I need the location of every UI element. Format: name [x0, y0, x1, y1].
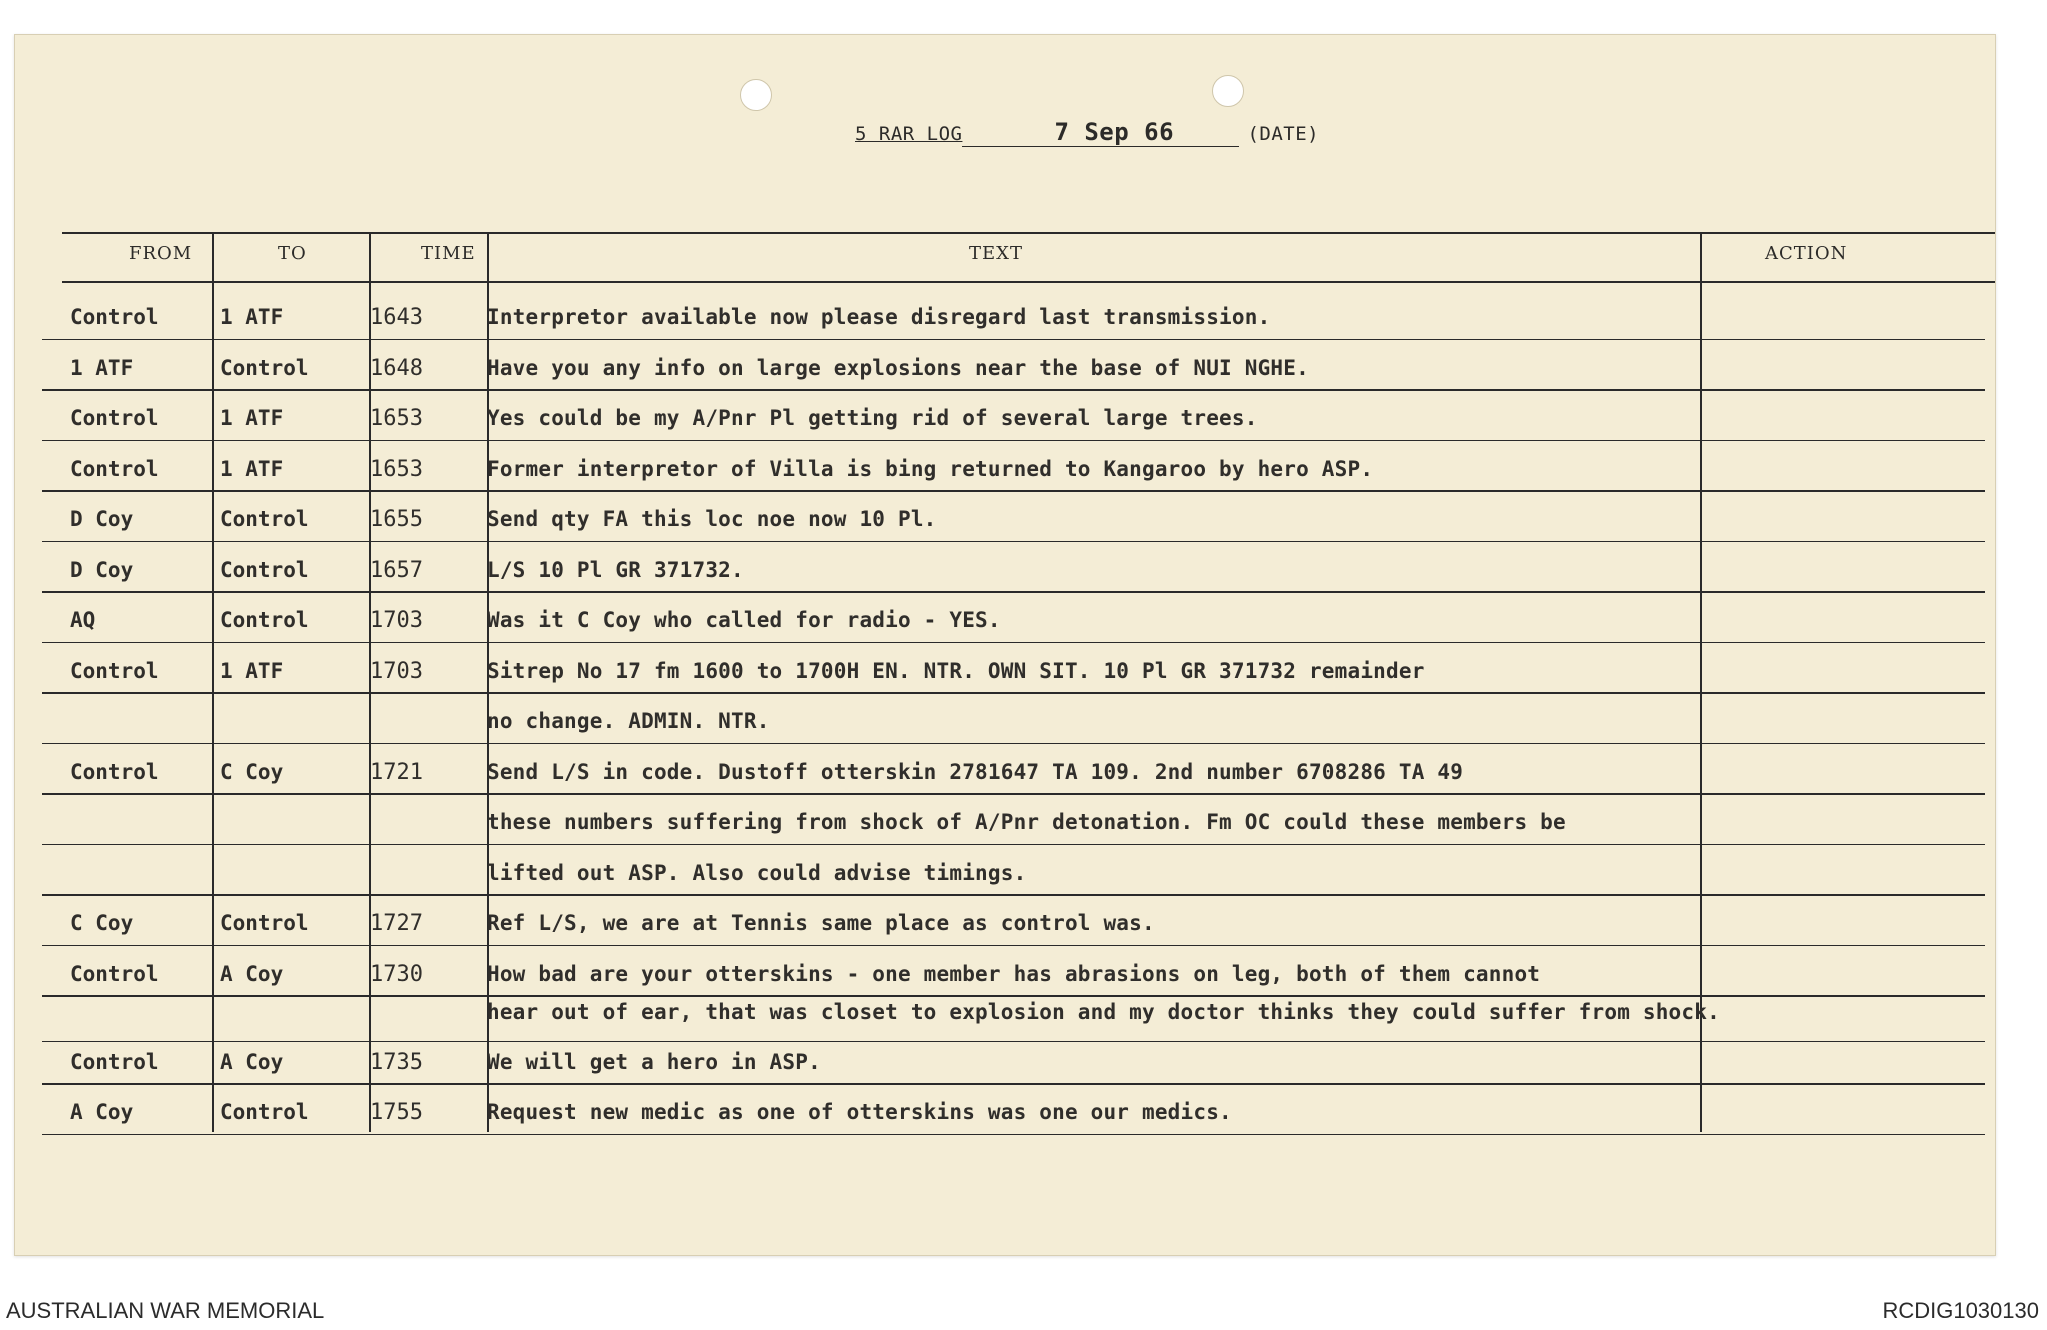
entry-time: 1653 — [370, 406, 423, 431]
entry-text-line: Interpretor available now please disregard last transmission. — [487, 305, 1271, 329]
entry-from: Control — [70, 305, 159, 329]
entry-time: 1703 — [370, 608, 423, 633]
rule-line — [42, 1083, 1985, 1085]
entry-text-line: Sitrep No 17 fm 1600 to 1700H EN. NTR. OWN SIT. 10 Pl GR 371732 remainder — [487, 658, 1425, 683]
entry-to: A Coy — [220, 1049, 284, 1074]
entry-time: 1643 — [370, 305, 423, 330]
entry-text-line: lifted out ASP. Also could advise timings. — [487, 860, 1027, 885]
rule-line — [42, 793, 1985, 795]
entry-time: 1721 — [370, 759, 423, 785]
entry-to: Control — [220, 507, 309, 531]
entry-text-line: hear out of ear, that was closet to explosion and my doctor thinks they could suffer from shock. — [487, 999, 1720, 1024]
entry-text-line: We will get a hero in ASP. — [487, 1049, 821, 1074]
entry-time: 1655 — [370, 507, 423, 532]
entry-text-line: Have you any info on large explosions near the base of NUI NGHE. — [487, 355, 1309, 380]
entry-to: 1 ATF — [220, 305, 284, 329]
entry-text-line: Was it C Coy who called for radio - YES. — [487, 608, 1001, 632]
rule-line — [42, 995, 1985, 997]
rule-line — [62, 281, 1995, 283]
entry-time: 1727 — [370, 911, 423, 936]
entry-to: Control — [220, 911, 309, 935]
entry-to: 1 ATF — [220, 406, 284, 430]
entry-from: C Coy — [70, 911, 134, 935]
rule-line — [42, 339, 1985, 341]
column-header-time: TIME — [421, 243, 476, 264]
entry-to: 1 ATF — [220, 658, 284, 683]
entry-text-line: Yes could be my A/Pnr Pl getting rid of several large trees. — [487, 406, 1258, 430]
entry-text-line: Send L/S in code. Dustoff otterskin 2781647 TA 109. 2nd number 6708286 TA 49 — [487, 759, 1464, 784]
entry-text-line: these numbers suffering from shock of A/Pnr detonation. Fm OC could these members be — [487, 810, 1566, 834]
column-header-action: ACTION — [1765, 243, 1848, 264]
entry-text-line: Former interpretor of Villa is bing returned to Kangaroo by hero ASP. — [487, 456, 1374, 481]
entry-time: 1648 — [370, 355, 423, 381]
rule-line — [42, 844, 1985, 846]
entry-to: 1 ATF — [220, 456, 284, 481]
column-divider — [1700, 232, 1702, 1132]
rule-line — [42, 642, 1985, 644]
entry-from: Control — [70, 658, 159, 683]
rule-line — [42, 541, 1985, 543]
entry-text-line: no change. ADMIN. NTR. — [487, 709, 770, 733]
column-divider — [212, 232, 214, 1132]
log-sheet — [14, 34, 1996, 1256]
rule-line — [42, 894, 1985, 896]
rule-line — [62, 232, 1995, 234]
entry-time: 1653 — [370, 456, 423, 482]
entry-to: Control — [220, 355, 309, 380]
rule-line — [42, 389, 1985, 391]
entry-from: A Coy — [70, 1100, 134, 1125]
rule-line — [42, 743, 1985, 745]
footer-reference: RCDIG1030130 — [1882, 1298, 2039, 1323]
entry-from: Control — [70, 456, 159, 481]
entry-to: A Coy — [220, 961, 284, 986]
log-date: 7 Sep 66 — [962, 118, 1239, 147]
entry-from: Control — [70, 759, 159, 784]
entry-text-line: L/S 10 Pl GR 371732. — [487, 557, 744, 582]
entry-from: Control — [70, 1049, 159, 1074]
entry-from: AQ — [70, 608, 96, 632]
rule-line — [42, 591, 1985, 593]
punch-hole-left — [740, 79, 772, 111]
footer-archive: AUSTRALIAN WAR MEMORIAL — [6, 1298, 325, 1323]
entry-time: 1730 — [370, 961, 423, 987]
entry-time: 1703 — [370, 658, 423, 684]
entry-text-line: Request new medic as one of otterskins was one our medics. — [487, 1100, 1232, 1125]
rule-line — [42, 490, 1985, 492]
entry-time: 1657 — [370, 557, 423, 583]
rule-line — [42, 1134, 1985, 1136]
entry-from: Control — [70, 961, 159, 986]
log-unit: 5 RAR LOG — [855, 123, 963, 145]
entry-text-line: Ref L/S, we are at Tennis same place as control was. — [487, 911, 1155, 935]
column-header-text: TEXT — [969, 243, 1023, 264]
entry-to: Control — [220, 1100, 309, 1125]
rule-line — [42, 440, 1985, 442]
entry-from: 1 ATF — [70, 355, 134, 380]
entry-from: D Coy — [70, 507, 134, 531]
punch-hole-right — [1212, 75, 1244, 107]
entry-text-line: Send qty FA this loc noe now 10 Pl. — [487, 507, 937, 531]
entry-text-line: How bad are your otterskins - one member has abrasions on leg, both of them cannot — [487, 961, 1541, 986]
entry-to: Control — [220, 557, 309, 582]
column-header-to: TO — [278, 243, 307, 264]
date-label: (DATE) — [1247, 123, 1320, 145]
column-header-from: FROM — [129, 243, 193, 264]
rule-line — [42, 1041, 1985, 1043]
rule-line — [42, 945, 1985, 947]
log-header — [855, 118, 1319, 147]
entry-time: 1735 — [370, 1049, 423, 1075]
entry-to: Control — [220, 608, 309, 632]
entry-from: Control — [70, 406, 159, 430]
entry-from: D Coy — [70, 557, 134, 582]
rule-line — [42, 692, 1985, 694]
entry-time: 1755 — [370, 1100, 423, 1126]
entry-to: C Coy — [220, 759, 284, 784]
